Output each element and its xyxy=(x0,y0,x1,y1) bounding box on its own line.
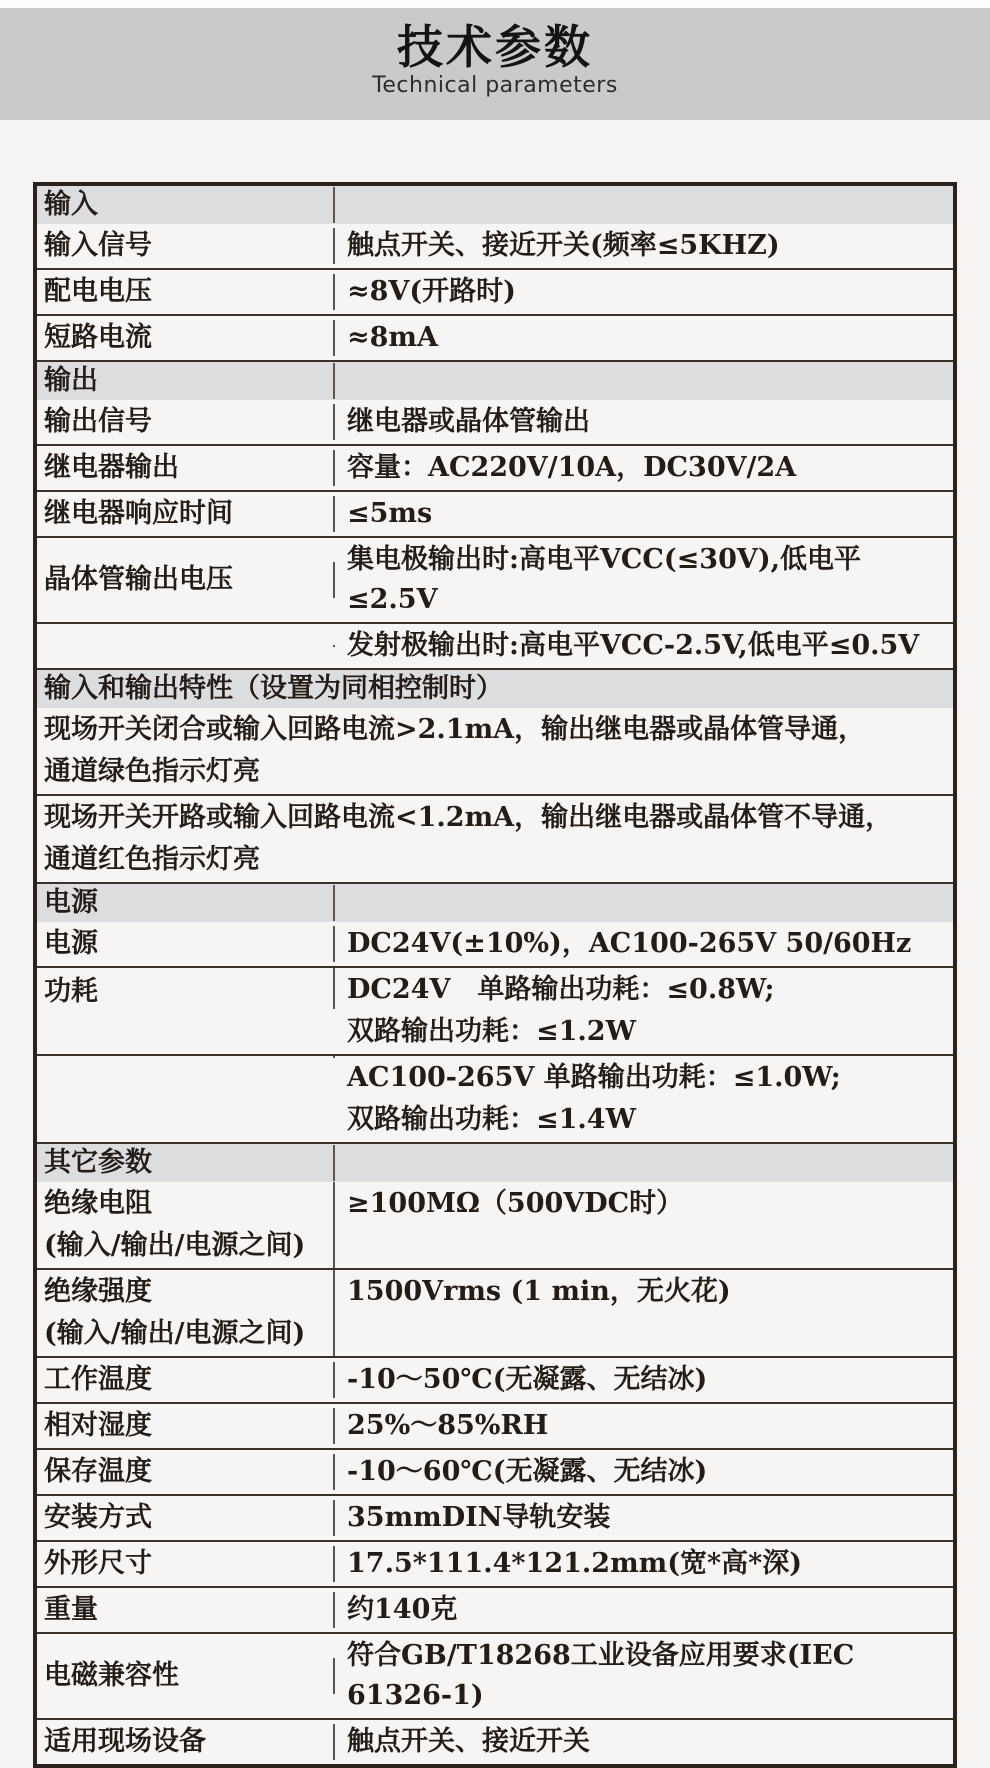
row-value xyxy=(335,1588,953,1632)
table-row xyxy=(37,968,953,1056)
row-value-line: 发射极输出时:高电平VCC-2.5V,低电平≤0.5V xyxy=(347,630,920,661)
section-label: 输出 xyxy=(37,363,335,399)
table-row xyxy=(37,446,953,492)
page-title: 技术参数 xyxy=(397,20,593,74)
table-row xyxy=(37,270,953,316)
row-label-line: (输入/输出/电源之间) xyxy=(44,1318,306,1349)
row-value-line: ≈8mA xyxy=(347,322,438,353)
row-label: 继电器输出 xyxy=(37,450,335,486)
table-row xyxy=(37,1270,953,1358)
table-row xyxy=(37,224,953,270)
row-label-line: 绝缘电阻 xyxy=(44,1188,152,1219)
row-value xyxy=(335,1720,953,1764)
row-value-line: 触点开关、接近开关(频率≤5KHZ) xyxy=(347,230,780,261)
table-row xyxy=(37,1358,953,1404)
row-value-line: AC100-265V 单路输出功耗：≤1.0W; xyxy=(347,1062,841,1093)
row-label: 电磁兼容性 xyxy=(37,1658,335,1694)
row-value xyxy=(335,538,953,622)
section-spacer xyxy=(335,204,953,206)
row-value-line: 双路输出功耗：≤1.4W xyxy=(347,1104,636,1135)
row-label xyxy=(37,645,335,647)
row-text xyxy=(37,796,953,882)
row-value xyxy=(335,446,953,490)
table-row xyxy=(37,1182,953,1270)
table-row xyxy=(37,884,953,922)
row-value xyxy=(335,1056,953,1142)
row-value-line: 35mmDIN导轨安装 xyxy=(347,1502,611,1533)
table-row xyxy=(37,1144,953,1182)
section-spacer xyxy=(335,902,953,904)
row-value-line: ≥100MΩ（500VDC时） xyxy=(347,1188,684,1219)
row-label: 相对湿度 xyxy=(37,1408,335,1444)
row-value xyxy=(335,224,953,268)
row-value-line: 触点开关、接近开关 xyxy=(347,1726,590,1757)
row-label xyxy=(37,1056,335,1058)
section-label: 输入 xyxy=(37,187,335,223)
row-label: 外形尺寸 xyxy=(37,1546,335,1582)
section-spacer xyxy=(335,1162,953,1164)
row-label: 重量 xyxy=(37,1592,335,1628)
table-row xyxy=(37,1404,953,1450)
row-value-line: 继电器或晶体管输出 xyxy=(347,406,590,437)
row-label-line: (输入/输出/电源之间) xyxy=(44,1230,306,1261)
row-value xyxy=(335,1542,953,1586)
table-row xyxy=(37,1496,953,1542)
row-text xyxy=(37,708,953,794)
row-value xyxy=(335,922,953,966)
row-value xyxy=(335,492,953,536)
table-row xyxy=(37,670,953,708)
row-value-line: -10～60℃(无凝露、无结冰) xyxy=(347,1456,708,1487)
table-row xyxy=(37,362,953,400)
row-text-line: 现场开关开路或输入回路电流<1.2mA，输出继电器或晶体管不导通， xyxy=(44,802,893,833)
table-row xyxy=(37,1634,953,1720)
row-value xyxy=(335,968,953,1054)
page-subtitle: Technical parameters xyxy=(372,73,618,98)
table-row xyxy=(37,624,953,670)
row-value-line: DC24V 单路输出功耗：≤0.8W; xyxy=(347,974,775,1005)
row-value xyxy=(335,316,953,360)
row-value-line: 25%～85%RH xyxy=(347,1410,549,1441)
row-value-line: 1500Vrms (1 min，无火花) xyxy=(347,1276,731,1307)
top-strip xyxy=(0,0,990,8)
row-label: 继电器响应时间 xyxy=(37,496,335,532)
table-row xyxy=(37,708,953,796)
section-label: 输入和输出特性（设置为同相控制时） xyxy=(44,673,503,704)
row-value-line: 集电极输出时:高电平VCC(≤30V),低电平≤2.5V xyxy=(347,544,861,615)
row-label: 保存温度 xyxy=(37,1454,335,1490)
table-row xyxy=(37,400,953,446)
row-label: 电源 xyxy=(37,926,335,962)
table-row xyxy=(37,1720,953,1764)
row-label: 配电电压 xyxy=(37,274,335,310)
row-label: 工作温度 xyxy=(37,1362,335,1398)
row-value-line: 17.5*111.4*121.2mm(宽*高*深) xyxy=(347,1548,803,1579)
table-row xyxy=(37,316,953,362)
table-row xyxy=(37,186,953,224)
row-value xyxy=(335,1496,953,1540)
row-value-line: 符合GB/T18268工业设备应用要求(IEC 61326-1) xyxy=(347,1640,855,1711)
section-label: 其它参数 xyxy=(37,1145,335,1181)
row-value-line: 容量：AC220V/10A，DC30V/2A xyxy=(347,452,797,483)
row-label: 安装方式 xyxy=(37,1500,335,1536)
row-label: 适用现场设备 xyxy=(37,1724,335,1760)
table-row xyxy=(37,538,953,624)
row-value xyxy=(335,1358,953,1402)
table-row xyxy=(37,1056,953,1144)
row-value xyxy=(335,400,953,444)
row-label: 短路电流 xyxy=(37,320,335,356)
table-row xyxy=(37,922,953,968)
row-value xyxy=(335,1404,953,1448)
table-row xyxy=(37,796,953,884)
section-spacer xyxy=(335,380,953,382)
row-value-line: 双路输出功耗：≤1.2W xyxy=(347,1016,636,1047)
table-row xyxy=(37,1588,953,1634)
row-value xyxy=(335,624,953,668)
row-value-line: ≈8V(开路时) xyxy=(347,276,516,307)
section-label: 电源 xyxy=(37,885,335,921)
row-value xyxy=(335,270,953,314)
row-value-line: 约140克 xyxy=(347,1594,458,1625)
row-text-line: 现场开关闭合或输入回路电流>2.1mA，输出继电器或晶体管导通， xyxy=(44,714,866,745)
row-text-line: 通道绿色指示灯亮 xyxy=(44,756,260,787)
row-label: 晶体管输出电压 xyxy=(37,562,335,598)
table-row xyxy=(37,492,953,538)
table-row xyxy=(37,1542,953,1588)
row-label xyxy=(37,1270,335,1356)
row-label: 功耗 xyxy=(37,968,335,1009)
row-value-line: ≤5ms xyxy=(347,498,433,529)
spec-table xyxy=(33,182,957,1768)
row-value xyxy=(335,1270,953,1314)
row-value xyxy=(335,1450,953,1494)
row-value-line: -10～50℃(无凝露、无结冰) xyxy=(347,1364,708,1395)
row-label-line: 绝缘强度 xyxy=(44,1276,152,1307)
row-value xyxy=(335,1634,953,1718)
row-value-line: DC24V(±10%)，AC100-265V 50/60Hz xyxy=(347,928,912,959)
row-label: 输入信号 xyxy=(37,228,335,264)
row-label: 输出信号 xyxy=(37,404,335,440)
row-value xyxy=(335,1182,953,1226)
row-text-line: 通道红色指示灯亮 xyxy=(44,844,260,875)
row-label xyxy=(37,1182,335,1268)
table-row xyxy=(37,1450,953,1496)
title-band xyxy=(0,8,990,120)
